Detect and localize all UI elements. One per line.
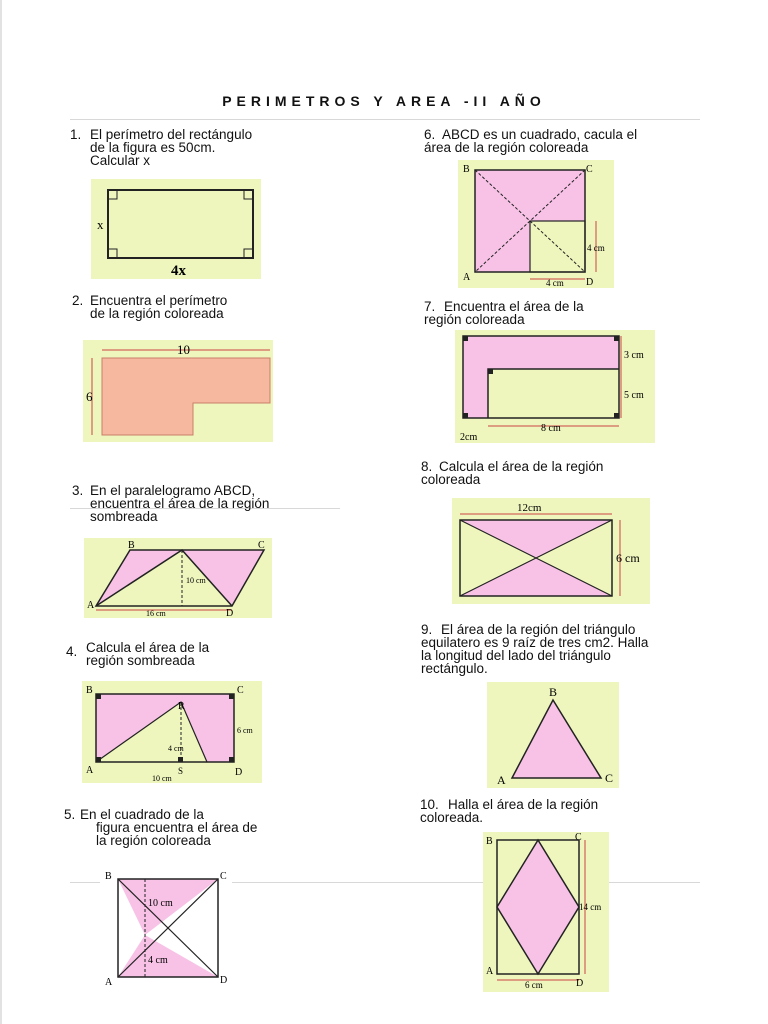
label-b: B [549,685,558,699]
figure-7-region [455,330,655,443]
question-8 [421,460,603,486]
question-7 [424,300,584,326]
question-text: Calcula el área de la región coloreada [421,459,604,487]
title-divider [70,119,700,120]
question-number: 4. [66,644,78,659]
question-1 [70,128,252,167]
page-edge [0,0,2,1024]
height-label: 10 cm [186,576,206,585]
top-label: 10 [177,342,190,357]
label-c: C [220,871,227,882]
base-label: 6 cm [525,980,543,990]
question-3 [72,484,269,523]
top-label: 3 cm [624,350,644,361]
base-label: 10 cm [152,774,172,783]
bottom-label: 4x [171,263,186,279]
side-label: x [97,217,104,232]
label-a: A [105,977,113,988]
question-number: 6. [424,127,436,142]
left-label: 2cm [460,432,478,443]
figure-2-region [83,340,273,442]
height-label: 14 cm [579,902,602,912]
question-number: 2. [72,293,84,308]
question-6 [424,128,637,154]
question-text: En el paralelogramo ABCD, encuentra el área de la región sombreada [90,483,270,524]
label-a: A [486,966,494,977]
figure-4-rectangle [82,681,262,783]
label-s: S [178,766,184,776]
figure-8-rectangle [452,498,650,604]
question-4 [66,641,209,667]
label-c: C [258,540,265,551]
question-text: El área de la región del triángulo equilatero es 9 raíz de tres cm2. Halla la longitud del lado del triángulo rectángulo. [421,622,649,676]
question-number: 1. [70,127,82,142]
bottom-label: 4 cm [148,955,168,966]
label-d: D [226,608,234,618]
question-number: 3. [72,483,84,498]
label-d: D [220,975,228,986]
label-c: C [586,164,593,175]
question-text: El perímetro del rectángulo de la figura es 50cm. Calcular x [90,127,253,168]
left-label: 6 [86,389,93,404]
label-b: B [86,685,93,696]
width-label: 12cm [517,502,542,514]
bottom-label: 4 cm [546,278,564,288]
side-label: 6 cm [237,726,253,735]
side-label: 4 cm [587,243,605,253]
label-a: A [86,765,94,776]
figure-10-rectangle [483,832,609,992]
question-5 [64,808,257,847]
label-a: A [497,773,506,787]
question-number: 8. [421,459,433,474]
base-label: 16 cm [146,609,166,618]
label-b: B [463,164,470,175]
question-text: Halla el área de la región coloreada. [420,797,599,825]
height-label: 6 cm [616,551,640,565]
label-a: A [87,600,95,611]
label-a: A [463,272,471,283]
page-title: PERIMETROS Y AREA -II AÑO [222,93,546,109]
right-label: 5 cm [624,390,644,401]
label-r: R [178,701,185,712]
label-b: B [128,540,135,551]
question-text: En el cuadrado de la figura encuentra el área de la región coloreada [80,807,258,848]
figure-5-square [100,865,232,990]
question-9 [421,623,648,675]
label-b: B [105,871,112,882]
question-text: Encuentra el área de la región coloreada [424,299,584,327]
label-d: D [576,978,584,989]
base-label: 8 cm [541,423,561,434]
figure-6-square [458,160,614,288]
height-label: 4 cm [168,744,184,753]
question-text: ABCD es un cuadrado, cacula el área de la región coloreada [424,127,638,155]
question-number: 10. [420,797,439,812]
question-10 [420,798,598,824]
question-text: Encuentra el perímetro de la región coloreada [90,293,228,321]
question-number: 7. [424,299,436,314]
question-text: Calcula el área de la región sombreada [86,640,210,668]
label-c: C [575,832,582,843]
figure-1-rectangle [91,179,261,279]
label-d: D [235,767,243,778]
question-2 [72,294,227,320]
label-b: B [486,836,493,847]
question-number: 9. [421,622,433,637]
label-c: C [237,685,244,696]
figure-3-parallelogram [84,538,272,618]
label-c: C [605,771,614,785]
figure-9-triangle [487,682,619,788]
top-label: 10 cm [148,898,173,909]
question-number: 5. [64,807,76,822]
label-d: D [586,277,594,288]
